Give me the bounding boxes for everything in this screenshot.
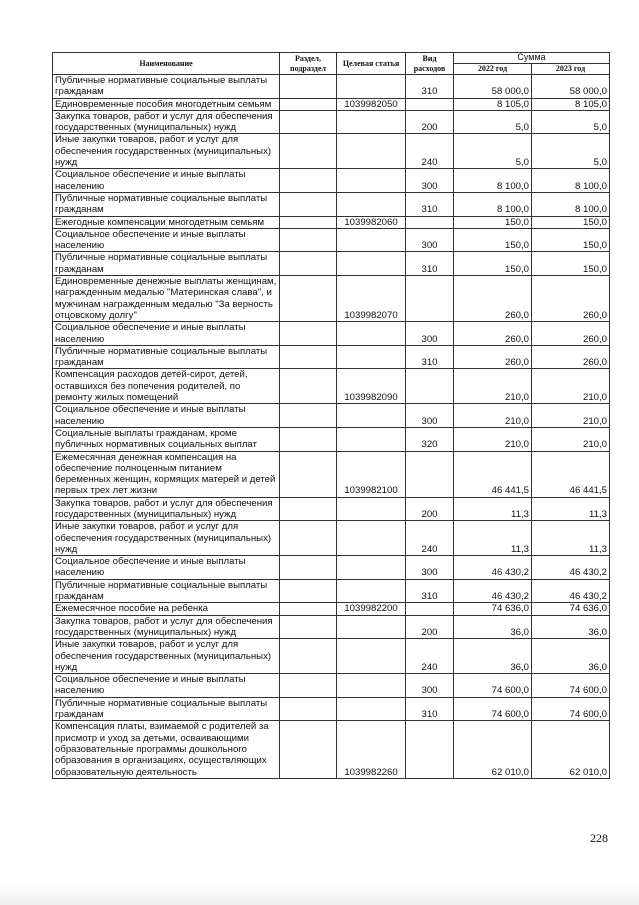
table-header	[53, 53, 610, 75]
row-name: Иные закупки товаров, работ и услуг для обеспечения государственных (муниципальных) нужд	[53, 134, 280, 169]
table-row	[53, 252, 610, 276]
row-target	[337, 192, 406, 216]
row-name: Публичные нормативные социальные выплаты гражданам	[53, 252, 280, 276]
row-section	[280, 216, 337, 228]
row-sum-2023: 36,0	[532, 615, 610, 639]
row-target	[337, 427, 406, 451]
header-year-2022: 2022 год	[454, 64, 532, 75]
row-name: Иные закупки товаров, работ и услуг для обеспечения государственных (муниципальных) нужд	[53, 639, 280, 674]
row-type: 300	[406, 674, 454, 698]
row-section	[280, 556, 337, 580]
row-sum-2023: 260,0	[532, 276, 610, 322]
table-row	[53, 276, 610, 322]
row-sum-2022: 210,0	[454, 427, 532, 451]
row-name: Социальное обеспечение и иные выплаты населению	[53, 674, 280, 698]
table-row	[53, 639, 610, 674]
row-type	[406, 451, 454, 497]
row-section	[280, 615, 337, 639]
row-sum-2022: 210,0	[454, 404, 532, 428]
row-section	[280, 404, 337, 428]
table-row	[53, 216, 610, 228]
header-target: Целевая статья	[337, 53, 406, 75]
row-target	[337, 110, 406, 134]
row-section	[280, 721, 337, 778]
row-target	[337, 322, 406, 346]
row-section	[280, 603, 337, 615]
row-sum-2023: 74 600,0	[532, 697, 610, 721]
row-sum-2022: 260,0	[454, 276, 532, 322]
row-section	[280, 169, 337, 193]
row-target	[337, 497, 406, 521]
row-sum-2022: 150,0	[454, 228, 532, 252]
row-sum-2023: 11,3	[532, 497, 610, 521]
row-type	[406, 369, 454, 404]
table-row	[53, 556, 610, 580]
row-type: 300	[406, 169, 454, 193]
row-name: Социальное обеспечение и иные выплаты населению	[53, 169, 280, 193]
row-name: Единовременные денежные выплаты женщинам, награжденным медалью "Материнская слава", и мужчинам награжденным медалью "За верность отцовскому долгу"	[53, 276, 280, 322]
table-row	[53, 228, 610, 252]
row-section	[280, 322, 337, 346]
table-row	[53, 192, 610, 216]
row-type	[406, 276, 454, 322]
row-name: Социальное обеспечение и иные выплаты населению	[53, 228, 280, 252]
row-type: 310	[406, 192, 454, 216]
row-type: 300	[406, 556, 454, 580]
row-sum-2022: 11,3	[454, 497, 532, 521]
row-target: 1039982050	[337, 98, 406, 110]
row-name: Публичные нормативные социальные выплаты гражданам	[53, 192, 280, 216]
row-sum-2023: 210,0	[532, 369, 610, 404]
row-name: Закупка товаров, работ и услуг для обеспечения государственных (муниципальных) нужд	[53, 497, 280, 521]
row-sum-2023: 62 010,0	[532, 721, 610, 778]
row-target	[337, 75, 406, 99]
row-sum-2022: 36,0	[454, 639, 532, 674]
row-sum-2023: 8 105,0	[532, 98, 610, 110]
table-row	[53, 345, 610, 369]
row-type	[406, 98, 454, 110]
row-name: Иные закупки товаров, работ и услуг для обеспечения государственных (муниципальных) нужд	[53, 521, 280, 556]
row-sum-2023: 260,0	[532, 322, 610, 346]
row-sum-2023: 74 636,0	[532, 603, 610, 615]
row-sum-2023: 8 100,0	[532, 192, 610, 216]
row-sum-2023: 210,0	[532, 427, 610, 451]
row-sum-2022: 210,0	[454, 369, 532, 404]
row-section	[280, 345, 337, 369]
header-section: Раздел, подраздел	[280, 53, 337, 75]
row-target	[337, 579, 406, 603]
row-type: 200	[406, 110, 454, 134]
table-row	[53, 603, 610, 615]
row-type: 240	[406, 134, 454, 169]
table-row	[53, 497, 610, 521]
table-row	[53, 369, 610, 404]
row-name: Ежемесячная денежная компенсация на обеспечение полноценным питанием беременных женщин, кормящих матерей и детей первых трех лет жизни	[53, 451, 280, 497]
row-section	[280, 579, 337, 603]
table-row	[53, 134, 610, 169]
row-sum-2022: 74 600,0	[454, 674, 532, 698]
row-name: Публичные нормативные социальные выплаты гражданам	[53, 75, 280, 99]
row-sum-2022: 260,0	[454, 322, 532, 346]
table-row	[53, 98, 610, 110]
row-sum-2023: 5,0	[532, 134, 610, 169]
row-sum-2023: 11,3	[532, 521, 610, 556]
row-sum-2023: 74 600,0	[532, 674, 610, 698]
row-type: 300	[406, 228, 454, 252]
row-name: Ежегодные компенсации многодетным семьям	[53, 216, 280, 228]
row-section	[280, 451, 337, 497]
row-section	[280, 369, 337, 404]
table-row	[53, 110, 610, 134]
row-sum-2022: 8 100,0	[454, 169, 532, 193]
row-section	[280, 134, 337, 169]
row-section	[280, 521, 337, 556]
row-section	[280, 110, 337, 134]
row-sum-2023: 58 000,0	[532, 75, 610, 99]
table-row	[53, 404, 610, 428]
table-row	[53, 75, 610, 99]
row-sum-2022: 62 010,0	[454, 721, 532, 778]
row-section	[280, 497, 337, 521]
table-row	[53, 169, 610, 193]
table-row	[53, 451, 610, 497]
row-section	[280, 75, 337, 99]
row-type: 240	[406, 521, 454, 556]
row-type	[406, 721, 454, 778]
row-sum-2022: 8 100,0	[454, 192, 532, 216]
row-target	[337, 521, 406, 556]
row-target	[337, 404, 406, 428]
row-sum-2022: 11,3	[454, 521, 532, 556]
row-target	[337, 252, 406, 276]
row-name: Единовременные пособия многодетным семьям	[53, 98, 280, 110]
row-name: Публичные нормативные социальные выплаты гражданам	[53, 697, 280, 721]
scan-edge	[0, 884, 639, 905]
row-target	[337, 345, 406, 369]
table-row	[53, 721, 610, 778]
row-type: 310	[406, 697, 454, 721]
table-row	[53, 427, 610, 451]
row-type: 320	[406, 427, 454, 451]
header-name: Наименование	[53, 53, 280, 75]
row-section	[280, 427, 337, 451]
row-name: Социальные выплаты гражданам, кроме публичных нормативных социальных выплат	[53, 427, 280, 451]
row-name: Компенсация расходов детей-сирот, детей, оставшихся без попечения родителей, по ремонту жилых помещений	[53, 369, 280, 404]
row-sum-2022: 74 636,0	[454, 603, 532, 615]
row-name: Социальное обеспечение и иные выплаты населению	[53, 322, 280, 346]
row-sum-2023: 46 430,2	[532, 579, 610, 603]
row-sum-2022: 150,0	[454, 216, 532, 228]
row-type: 300	[406, 404, 454, 428]
row-section	[280, 228, 337, 252]
row-type	[406, 603, 454, 615]
row-name: Закупка товаров, работ и услуг для обеспечения государственных (муниципальных) нужд	[53, 110, 280, 134]
row-sum-2022: 8 105,0	[454, 98, 532, 110]
row-sum-2023: 210,0	[532, 404, 610, 428]
row-sum-2022: 150,0	[454, 252, 532, 276]
row-target: 1039982060	[337, 216, 406, 228]
row-type: 300	[406, 322, 454, 346]
row-type: 200	[406, 615, 454, 639]
row-section	[280, 276, 337, 322]
table-row	[53, 615, 610, 639]
row-sum-2023: 260,0	[532, 345, 610, 369]
row-sum-2022: 36,0	[454, 615, 532, 639]
row-target	[337, 615, 406, 639]
row-sum-2023: 150,0	[532, 228, 610, 252]
row-target	[337, 556, 406, 580]
row-target	[337, 639, 406, 674]
row-target: 1039982070	[337, 276, 406, 322]
row-type: 200	[406, 497, 454, 521]
row-type: 310	[406, 345, 454, 369]
row-type	[406, 216, 454, 228]
table-row	[53, 579, 610, 603]
table-row	[53, 674, 610, 698]
page-number: 228	[590, 831, 608, 845]
table-body	[53, 75, 610, 779]
row-target	[337, 228, 406, 252]
row-sum-2023: 150,0	[532, 252, 610, 276]
row-sum-2023: 150,0	[532, 216, 610, 228]
row-target: 1039982100	[337, 451, 406, 497]
row-sum-2022: 5,0	[454, 134, 532, 169]
row-target	[337, 134, 406, 169]
row-target: 1039982200	[337, 603, 406, 615]
row-section	[280, 192, 337, 216]
row-type: 310	[406, 75, 454, 99]
row-section	[280, 639, 337, 674]
row-name: Публичные нормативные социальные выплаты гражданам	[53, 579, 280, 603]
header-sum: Сумма	[454, 53, 610, 64]
row-name: Закупка товаров, работ и услуг для обеспечения государственных (муниципальных) нужд	[53, 615, 280, 639]
row-name: Социальное обеспечение и иные выплаты населению	[53, 556, 280, 580]
row-section	[280, 252, 337, 276]
row-section	[280, 697, 337, 721]
row-sum-2022: 46 430,2	[454, 579, 532, 603]
row-name: Социальное обеспечение и иные выплаты населению	[53, 404, 280, 428]
row-sum-2023: 8 100,0	[532, 169, 610, 193]
row-sum-2022: 58 000,0	[454, 75, 532, 99]
header-type: Вид расходов	[406, 53, 454, 75]
budget-table	[52, 52, 610, 779]
table-row	[53, 322, 610, 346]
header-year-2023: 2023 год	[532, 64, 610, 75]
row-sum-2023: 36,0	[532, 639, 610, 674]
row-sum-2023: 46 441,5	[532, 451, 610, 497]
row-target	[337, 697, 406, 721]
row-name: Ежемесячное пособие на ребенка	[53, 603, 280, 615]
row-section	[280, 98, 337, 110]
table-row	[53, 697, 610, 721]
row-target: 1039982090	[337, 369, 406, 404]
row-section	[280, 674, 337, 698]
row-name: Публичные нормативные социальные выплаты гражданам	[53, 345, 280, 369]
table-row	[53, 521, 610, 556]
row-sum-2022: 260,0	[454, 345, 532, 369]
row-target: 1039982260	[337, 721, 406, 778]
row-target	[337, 169, 406, 193]
row-name: Компенсация платы, взимаемой с родителей за присмотр и уход за детьми, осваивающими образовательные программы дошкольного образования в организациях, осуществляющих образовательную деятельность	[53, 721, 280, 778]
row-sum-2022: 46 430,2	[454, 556, 532, 580]
row-target	[337, 674, 406, 698]
row-sum-2022: 74 600,0	[454, 697, 532, 721]
row-sum-2023: 46 430,2	[532, 556, 610, 580]
row-sum-2023: 5,0	[532, 110, 610, 134]
row-sum-2022: 46 441,5	[454, 451, 532, 497]
row-type: 310	[406, 252, 454, 276]
row-type: 240	[406, 639, 454, 674]
row-type: 310	[406, 579, 454, 603]
row-sum-2022: 5,0	[454, 110, 532, 134]
